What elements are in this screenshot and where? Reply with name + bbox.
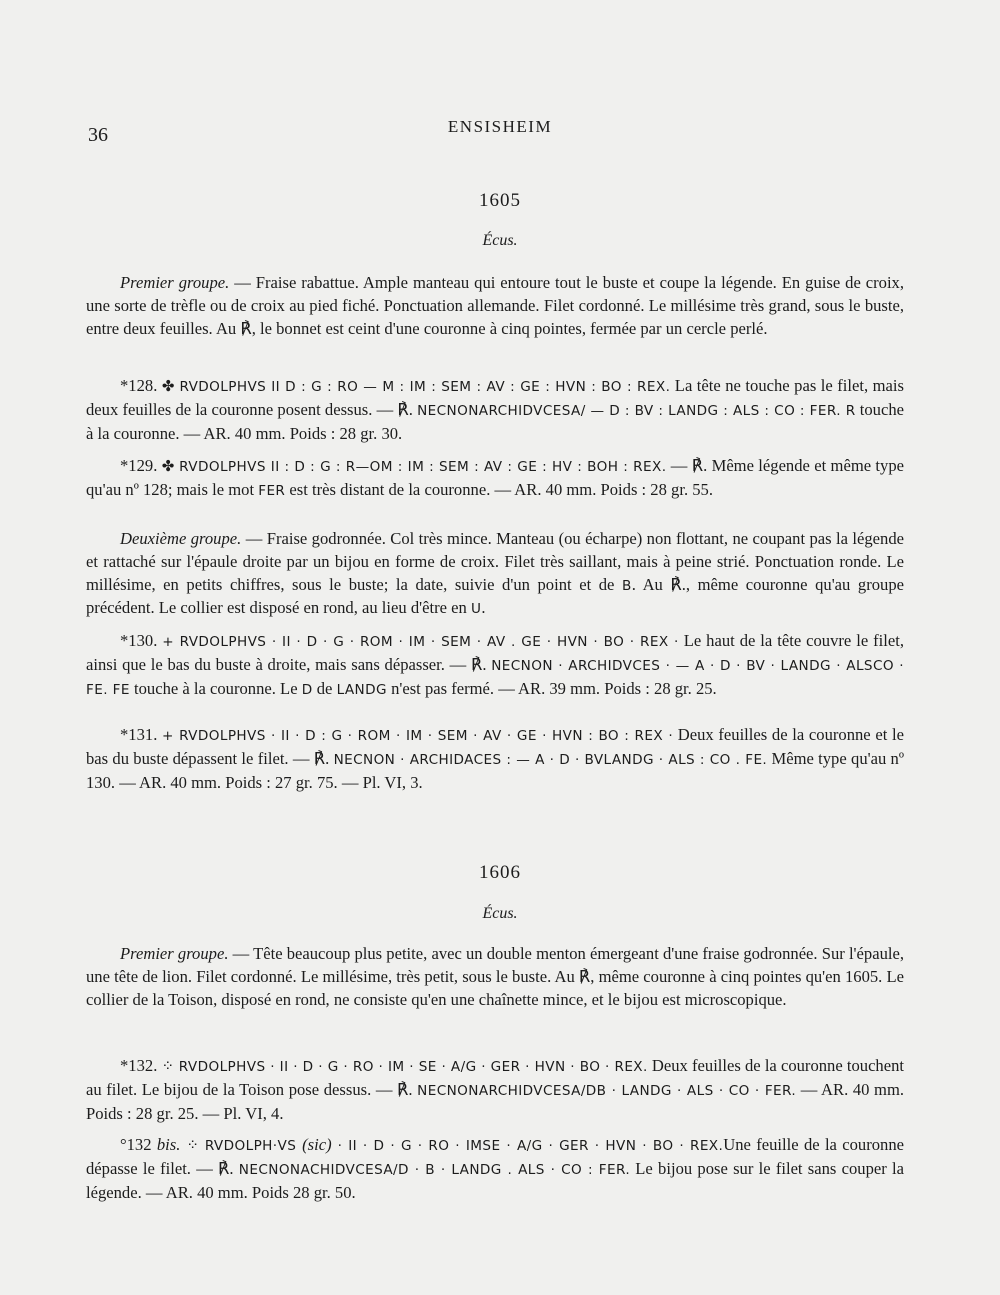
entry-number: *128. bbox=[120, 376, 162, 395]
year-heading-1605: 1605 bbox=[479, 190, 521, 211]
entry-text: — ℟. Même légende et même type qu'au nº 128; mais le mot bbox=[86, 456, 905, 499]
entry-number: °132 bbox=[120, 1135, 157, 1154]
entry-text: La tête ne touche pas le filet, mais deux feuilles de la couronne posent dessus. — ℟. bbox=[86, 376, 904, 419]
entry-132 bbox=[86, 1055, 904, 1125]
year-heading-1606: 1606 bbox=[479, 862, 521, 883]
entry-text: Le bijou pose sur le filet sans couper la légende. — AR. 40 mm. Poids 28 gr. 50. bbox=[86, 1158, 904, 1202]
legend-letter: D bbox=[301, 681, 313, 698]
obverse-legend: + RVDOLPHVS · II · D · G · ROM · IM · SEM · AV . GE · HVN · BO · REX · bbox=[162, 634, 679, 650]
trefoil-cross-icon: ✤ bbox=[161, 377, 175, 395]
running-head: ENSISHEIM bbox=[447, 117, 553, 136]
entry-number: *130. bbox=[120, 631, 163, 650]
entry-text: Le haut de la tête couvre le filet, ainsi que le bas du buste à droite, mais sans dépasser. — ℟. bbox=[86, 631, 905, 674]
entry-text: n'est pas fermé. — AR. 39 mm. Poids : 28 gr. 25. bbox=[386, 678, 717, 698]
entry-text: Deux feuilles de la couronne touchent au filet. Le bijou de la Toison pose dessus. — ℟. bbox=[86, 1056, 904, 1099]
reverse-legend: NECNON · ARCHIDVCES · — A · D · BV · LANDG · ALSCO · FE. FE bbox=[86, 657, 904, 698]
mint-mark-letter: B bbox=[622, 577, 632, 594]
reverse-legend: NECNON · ARCHIDACES : — A · D · BVLANDG · ALS : CO . FE. bbox=[333, 751, 768, 768]
group-description: . Au ℟., même couronne qu'au groupe précédent. Le collier est disposé en rond, au lieu d'être en bbox=[86, 574, 905, 618]
obverse-legend: RVDOLPH·VS bbox=[198, 1138, 303, 1154]
obverse-legend: · II · D · G · RO · IMSE · A/G · GER · HVN · BO · REX. bbox=[331, 1138, 724, 1154]
group-description: . bbox=[481, 598, 486, 618]
entry-text: Une feuille de la couronne dépasse le filet. — ℟. bbox=[86, 1135, 904, 1178]
reverse-legend: NECNONARCHIDVCESA/DB · LANDG · ALS · CO · FER. bbox=[417, 1082, 797, 1099]
entry-128 bbox=[86, 375, 904, 445]
entry-129 bbox=[86, 455, 904, 503]
obverse-legend: RVDOLPHVS II : D : G : R—OM : IM : SEM : AV : GE : HV : BOH : REX. bbox=[174, 459, 667, 475]
entry-130 bbox=[86, 630, 904, 701]
obverse-legend: RVDOLPHVS II D : G : RO — M : IM : SEM : AV : GE : HVN : BO : REX. bbox=[174, 379, 671, 395]
entry-text: touche à la couronne. Le bbox=[129, 678, 302, 698]
section-heading-ecus-1606: Écus. bbox=[482, 905, 518, 922]
group-label: Premier groupe. bbox=[120, 273, 230, 292]
page-number: 36 bbox=[88, 124, 108, 146]
entry-text: Deux feuilles de la couronne et le bas du buste dépassent le filet. — ℟. bbox=[86, 725, 904, 768]
quatrefoil-cross-icon: ⁘ bbox=[180, 1136, 199, 1154]
sic-note: (sic) bbox=[302, 1135, 332, 1154]
entry-text: est très distant de la couronne. — AR. 40 mm. Poids : 28 gr. 55. bbox=[285, 479, 713, 499]
legend-word: LANDG bbox=[336, 681, 387, 698]
reverse-legend: NECNONACHIDVCESA/D · B · LANDG . ALS · CO : FER. bbox=[238, 1161, 631, 1178]
entry-text: Même type qu'au nº 130. — AR. 40 mm. Poids : 27 gr. 75. — Pl. VI, 3. bbox=[86, 748, 904, 792]
obverse-legend: + RVDOLPHVS · II · D : G · ROM · IM · SEM · AV · GE · HVN : BO : REX · bbox=[162, 728, 674, 744]
group-label: Deuxième groupe. bbox=[120, 529, 242, 548]
entry-132-bis bbox=[86, 1134, 904, 1204]
entry-number: *131. bbox=[120, 725, 163, 744]
paragraph-premier-groupe-1606 bbox=[86, 943, 904, 1011]
paragraph-premier-groupe-1605 bbox=[86, 272, 904, 340]
bis-label: bis. bbox=[156, 1135, 181, 1154]
entry-text: touche à la couronne. — AR. 40 mm. Poids : 28 gr. 30. bbox=[86, 399, 904, 443]
legend-word: FER bbox=[258, 482, 286, 499]
group-description: — Tête beaucoup plus petite, avec un double menton émergeant d'une fraise godronnée. Sur l'épaule, une tête de lion. Filet cordonné. Le millésime, très petit, sous le buste. Au ℟, même couronne à cinq pointes qu'en 1605. Le collier de la Toison, disposé en rond, ne consiste qu'en une chaînette mince, et le bijou est microscopique. bbox=[86, 944, 904, 1009]
group-label: Premier groupe. bbox=[120, 944, 229, 963]
obverse-legend: RVDOLPHVS · II · D · G · RO · IM · SE · A/G · GER · HVN · BO · REX. bbox=[174, 1059, 648, 1075]
section-heading-ecus-1605: Écus. bbox=[482, 232, 518, 249]
paragraph-deuxieme-groupe-1605 bbox=[86, 528, 904, 621]
entry-131 bbox=[86, 724, 904, 794]
entry-text: de bbox=[312, 678, 337, 698]
entry-number: *129. bbox=[120, 456, 162, 475]
group-description: — Fraise godronnée. Col très mince. Manteau (ou écharpe) non flottant, ne coupant pas la légende et rattaché sur l'épaule droite par un bijou en forme de croix. Filet très saillant, mais à peine strié. Ponctuation ronde. Le millésime, en petits chiffres, sous le buste; la date, suivie d'un point et de bbox=[86, 529, 904, 594]
reverse-legend: NECNONARCHIDVCESA/ — D : BV : LANDG : ALS : CO : FER. R bbox=[417, 402, 856, 419]
quatrefoil-cross-icon: ⁘ bbox=[161, 1057, 175, 1075]
entry-number: *132. bbox=[120, 1056, 162, 1075]
group-description: — Fraise rabattue. Ample manteau qui entoure tout le buste et coupe la légende. En guise de croix, une sorte de trèfle ou de croix au pied fiché. Ponctuation allemande. Filet cordonné. Le millésime très grand, sous le buste, entre deux feuilles. Au ℟, le bonnet est ceint d'une couronne à cinq pointes, fermée par un cercle perlé. bbox=[86, 273, 904, 338]
trefoil-cross-icon: ✤ bbox=[161, 457, 175, 475]
entry-text: — AR. 40 mm. Poids : 28 gr. 25. — Pl. VI, 4. bbox=[86, 1079, 904, 1123]
collar-shape-letter: U bbox=[470, 601, 482, 618]
